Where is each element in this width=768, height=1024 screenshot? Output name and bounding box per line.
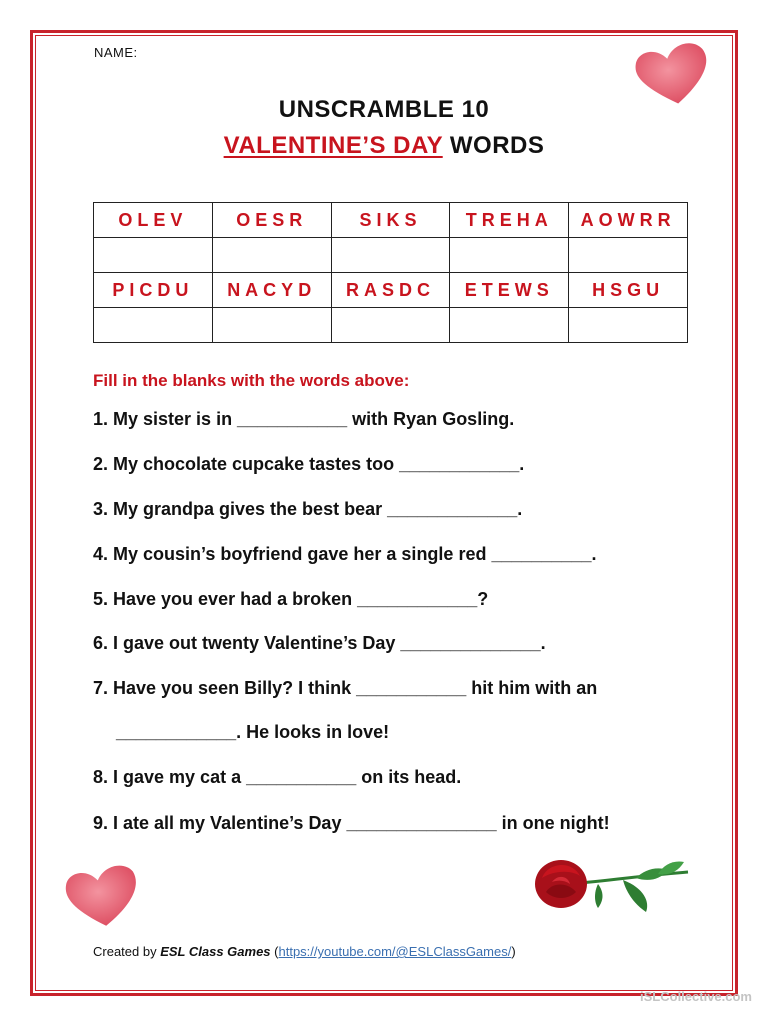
answer-cell[interactable]: [94, 308, 213, 343]
question-8: 8. I gave my cat a ___________ on its head.: [93, 767, 462, 787]
subtitle-rest: WORDS: [442, 132, 545, 159]
question-4: 4. My cousin’s boyfriend gave her a single red __________.: [93, 544, 597, 564]
answer-cell[interactable]: [94, 238, 213, 273]
scrambled-row-1: [94, 203, 688, 238]
scrambled-word: RASDC: [331, 273, 450, 308]
answer-cell[interactable]: [569, 238, 688, 273]
answer-cell[interactable]: [450, 238, 569, 273]
answer-cell[interactable]: [212, 238, 331, 273]
scrambled-word: AOWRR: [569, 203, 688, 238]
footer-close-paren: ): [511, 944, 516, 959]
heart-icon: [62, 864, 142, 930]
question-5: 5. Have you ever had a broken ____________?: [93, 589, 489, 609]
page-title: UNSCRAMBLE 10: [278, 96, 490, 123]
answer-cell[interactable]: [331, 238, 450, 273]
scrambled-words-table: [93, 202, 688, 343]
question-6: 6. I gave out twenty Valentine’s Day ______________.: [93, 633, 546, 653]
question-2: 2. My chocolate cupcake tastes too ____________.: [93, 454, 525, 474]
scrambled-word: SIKS: [331, 203, 450, 238]
page-subtitle: [0, 132, 768, 160]
answer-row-2: [94, 308, 688, 343]
question-1: 1. My sister is in ___________ with Ryan Gosling.: [93, 409, 515, 429]
question-9: 9. I ate all my Valentine’s Day _______________ in one night!: [93, 813, 610, 833]
footer-created-by: Created by: [93, 944, 161, 959]
watermark: iSLCollective.com: [640, 989, 752, 1004]
answer-cell[interactable]: [212, 308, 331, 343]
instructions: Fill in the blanks with the words above:: [93, 371, 410, 390]
rose-icon: [528, 852, 693, 922]
answer-cell[interactable]: [331, 308, 450, 343]
question-7: 7. Have you seen Billy? I think ___________ hit him with an: [93, 678, 598, 698]
footer-youtube-link[interactable]: https://youtube.com/@ESLClassGames/: [278, 944, 512, 959]
scrambled-word: OLEV: [94, 203, 213, 238]
subtitle-highlight: VALENTINE’S DAY: [223, 132, 443, 159]
footer-open-paren: (: [270, 944, 279, 959]
scrambled-word: TREHA: [450, 203, 569, 238]
scrambled-word: NACYD: [212, 273, 331, 308]
footer-credit: [93, 944, 516, 959]
answer-cell[interactable]: [569, 308, 688, 343]
answer-cell[interactable]: [450, 308, 569, 343]
scrambled-word: HSGU: [569, 273, 688, 308]
name-label: NAME:: [94, 45, 138, 60]
question-7-continued: ____________. He looks in love!: [116, 722, 390, 742]
scrambled-word: PICDU: [94, 273, 213, 308]
footer-brand: ESL Class Games: [160, 944, 271, 959]
answer-row-1: [94, 238, 688, 273]
scrambled-word: ETEWS: [450, 273, 569, 308]
scrambled-word: OESR: [212, 203, 331, 238]
question-3: 3. My grandpa gives the best bear _____________.: [93, 499, 523, 519]
scrambled-row-2: [94, 273, 688, 308]
